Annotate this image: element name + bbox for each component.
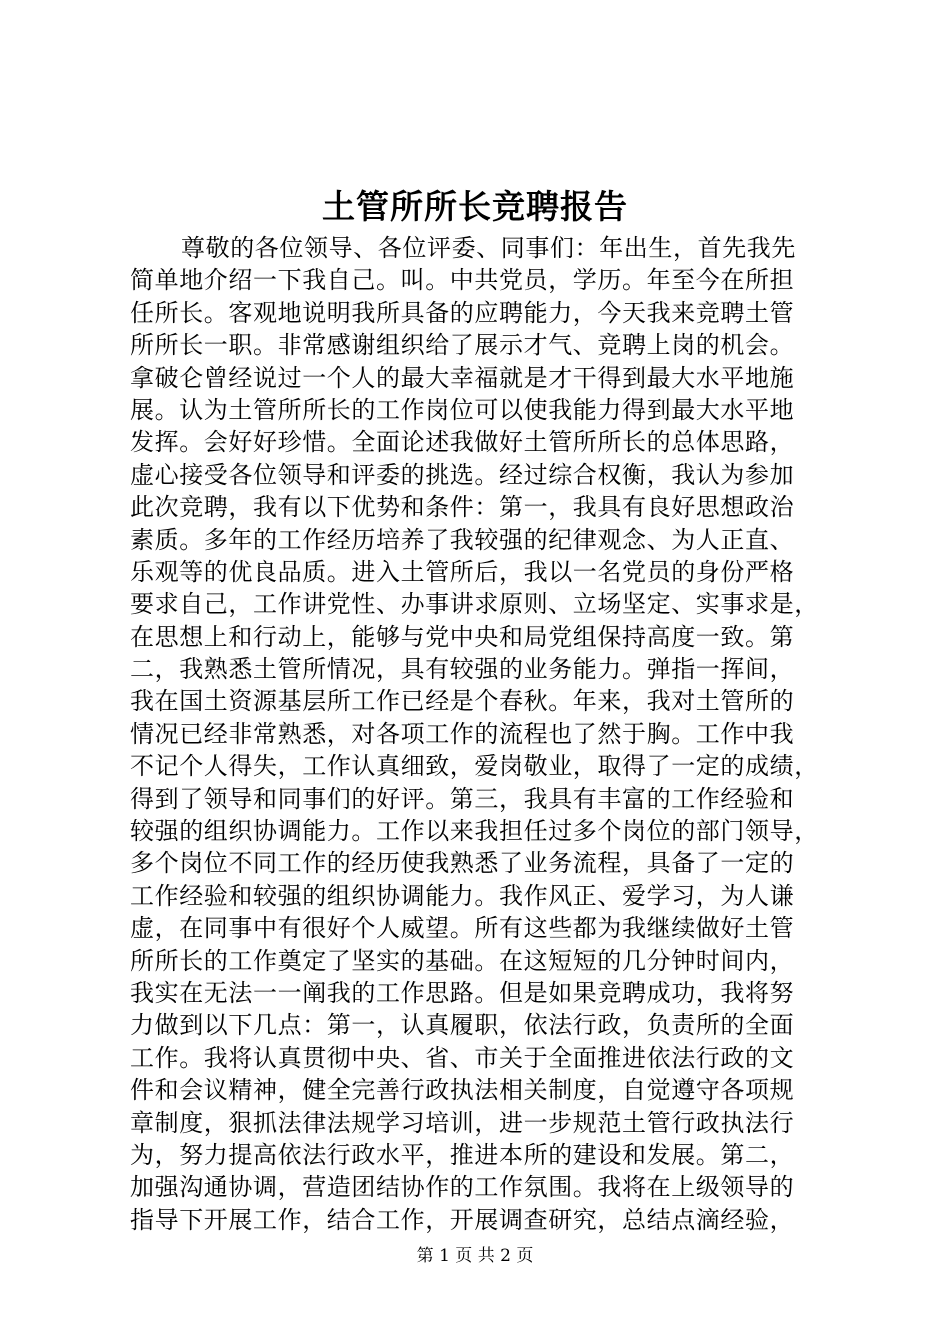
- body-line: 二，我熟悉土管所情况，具有较强的业务能力。弹指一挥间，: [130, 655, 795, 684]
- body-line: 件和会议精神，健全完善行政执法相关制度，自觉遵守各项规: [130, 1076, 795, 1105]
- body-line: 乐观等的优良品质。进入土管所后，我以一名党员的身份严格: [130, 557, 795, 586]
- body-line: 所所长的工作奠定了坚实的基础。在这短短的几分钟时间内，: [130, 946, 795, 975]
- body-line: 工作。我将认真贯彻中央、省、市关于全面推进依法行政的文: [130, 1043, 795, 1072]
- body-line: 指导下开展工作，结合工作，开展调查研究，总结点滴经验，: [130, 1205, 795, 1234]
- body-line: 情况已经非常熟悉，对各项工作的流程也了然于胸。工作中我: [130, 719, 795, 748]
- body-line: 虚心接受各位领导和评委的挑选。经过综合权衡，我认为参加: [130, 460, 795, 489]
- body-line: 此次竞聘，我有以下优势和条件：第一，我具有良好思想政治: [130, 493, 795, 522]
- body-line: 力做到以下几点：第一，认真履职，依法行政，负责所的全面: [130, 1011, 795, 1040]
- body-line: 发挥。会好好珍惜。全面论述我做好土管所所长的总体思路，: [130, 428, 795, 457]
- body-line: 尊敬的各位领导、各位评委、同事们：年出生，首先我先: [181, 234, 796, 262]
- body-line: 要求自己，工作讲党性、办事讲求原则、立场坚定、实事求是，: [130, 590, 819, 619]
- document-body: [130, 232, 830, 1236]
- body-line: 展。认为土管所所长的工作岗位可以使我能力得到最大水平地: [130, 395, 795, 424]
- body-line: 所所长一职。非常感谢组织给了展示才气、竞聘上岗的机会。: [130, 331, 795, 360]
- body-line: 工作经验和较强的组织协调能力。我作风正、爱学习，为人谦: [130, 881, 795, 910]
- body-line: 不记个人得失，工作认真细致，爱岗敬业，取得了一定的成绩，: [130, 752, 819, 781]
- body-line: 得到了领导和同事们的好评。第三，我具有丰富的工作经验和: [130, 784, 795, 813]
- body-line: 为，努力提高依法行政水平，推进本所的建设和发展。第二，: [130, 1140, 795, 1169]
- body-line: 素质。多年的工作经历培养了我较强的纪律观念、为人正直、: [130, 525, 795, 554]
- body-line: 多个岗位不同工作的经历使我熟悉了业务流程，具备了一定的: [130, 849, 795, 878]
- body-line: 加强沟通协调，营造团结协作的工作氛围。我将在上级领导的: [130, 1173, 795, 1202]
- body-line: 较强的组织协调能力。工作以来我担任过多个岗位的部门领导，: [130, 817, 819, 846]
- body-line: 我实在无法一一阐我的工作思路。但是如果竞聘成功，我将努: [130, 978, 795, 1007]
- body-line: 在思想上和行动上，能够与党中央和局党组保持高度一致。第: [130, 622, 795, 651]
- body-line: 虚，在同事中有很好个人威望。所有这些都为我继续做好土管: [130, 914, 795, 943]
- document-title: 土管所所长竞聘报告: [322, 187, 628, 226]
- body-line: 我在国土资源基层所工作已经是个春秋。年来，我对土管所的: [130, 687, 795, 716]
- body-line: 章制度，狠抓法律法规学习培训，进一步规范土管行政执法行: [130, 1108, 795, 1137]
- body-line: 任所长。客观地说明我所具备的应聘能力，今天我来竞聘土管: [130, 298, 795, 327]
- body-line: 简单地介绍一下我自己。叫。中共党员，学历。年至今在所担: [130, 266, 795, 295]
- body-line: 拿破仑曾经说过一个人的最大幸福就是才干得到最大水平地施: [130, 363, 795, 392]
- page-number-footer: 第 1 页 共 2 页: [416, 1246, 534, 1266]
